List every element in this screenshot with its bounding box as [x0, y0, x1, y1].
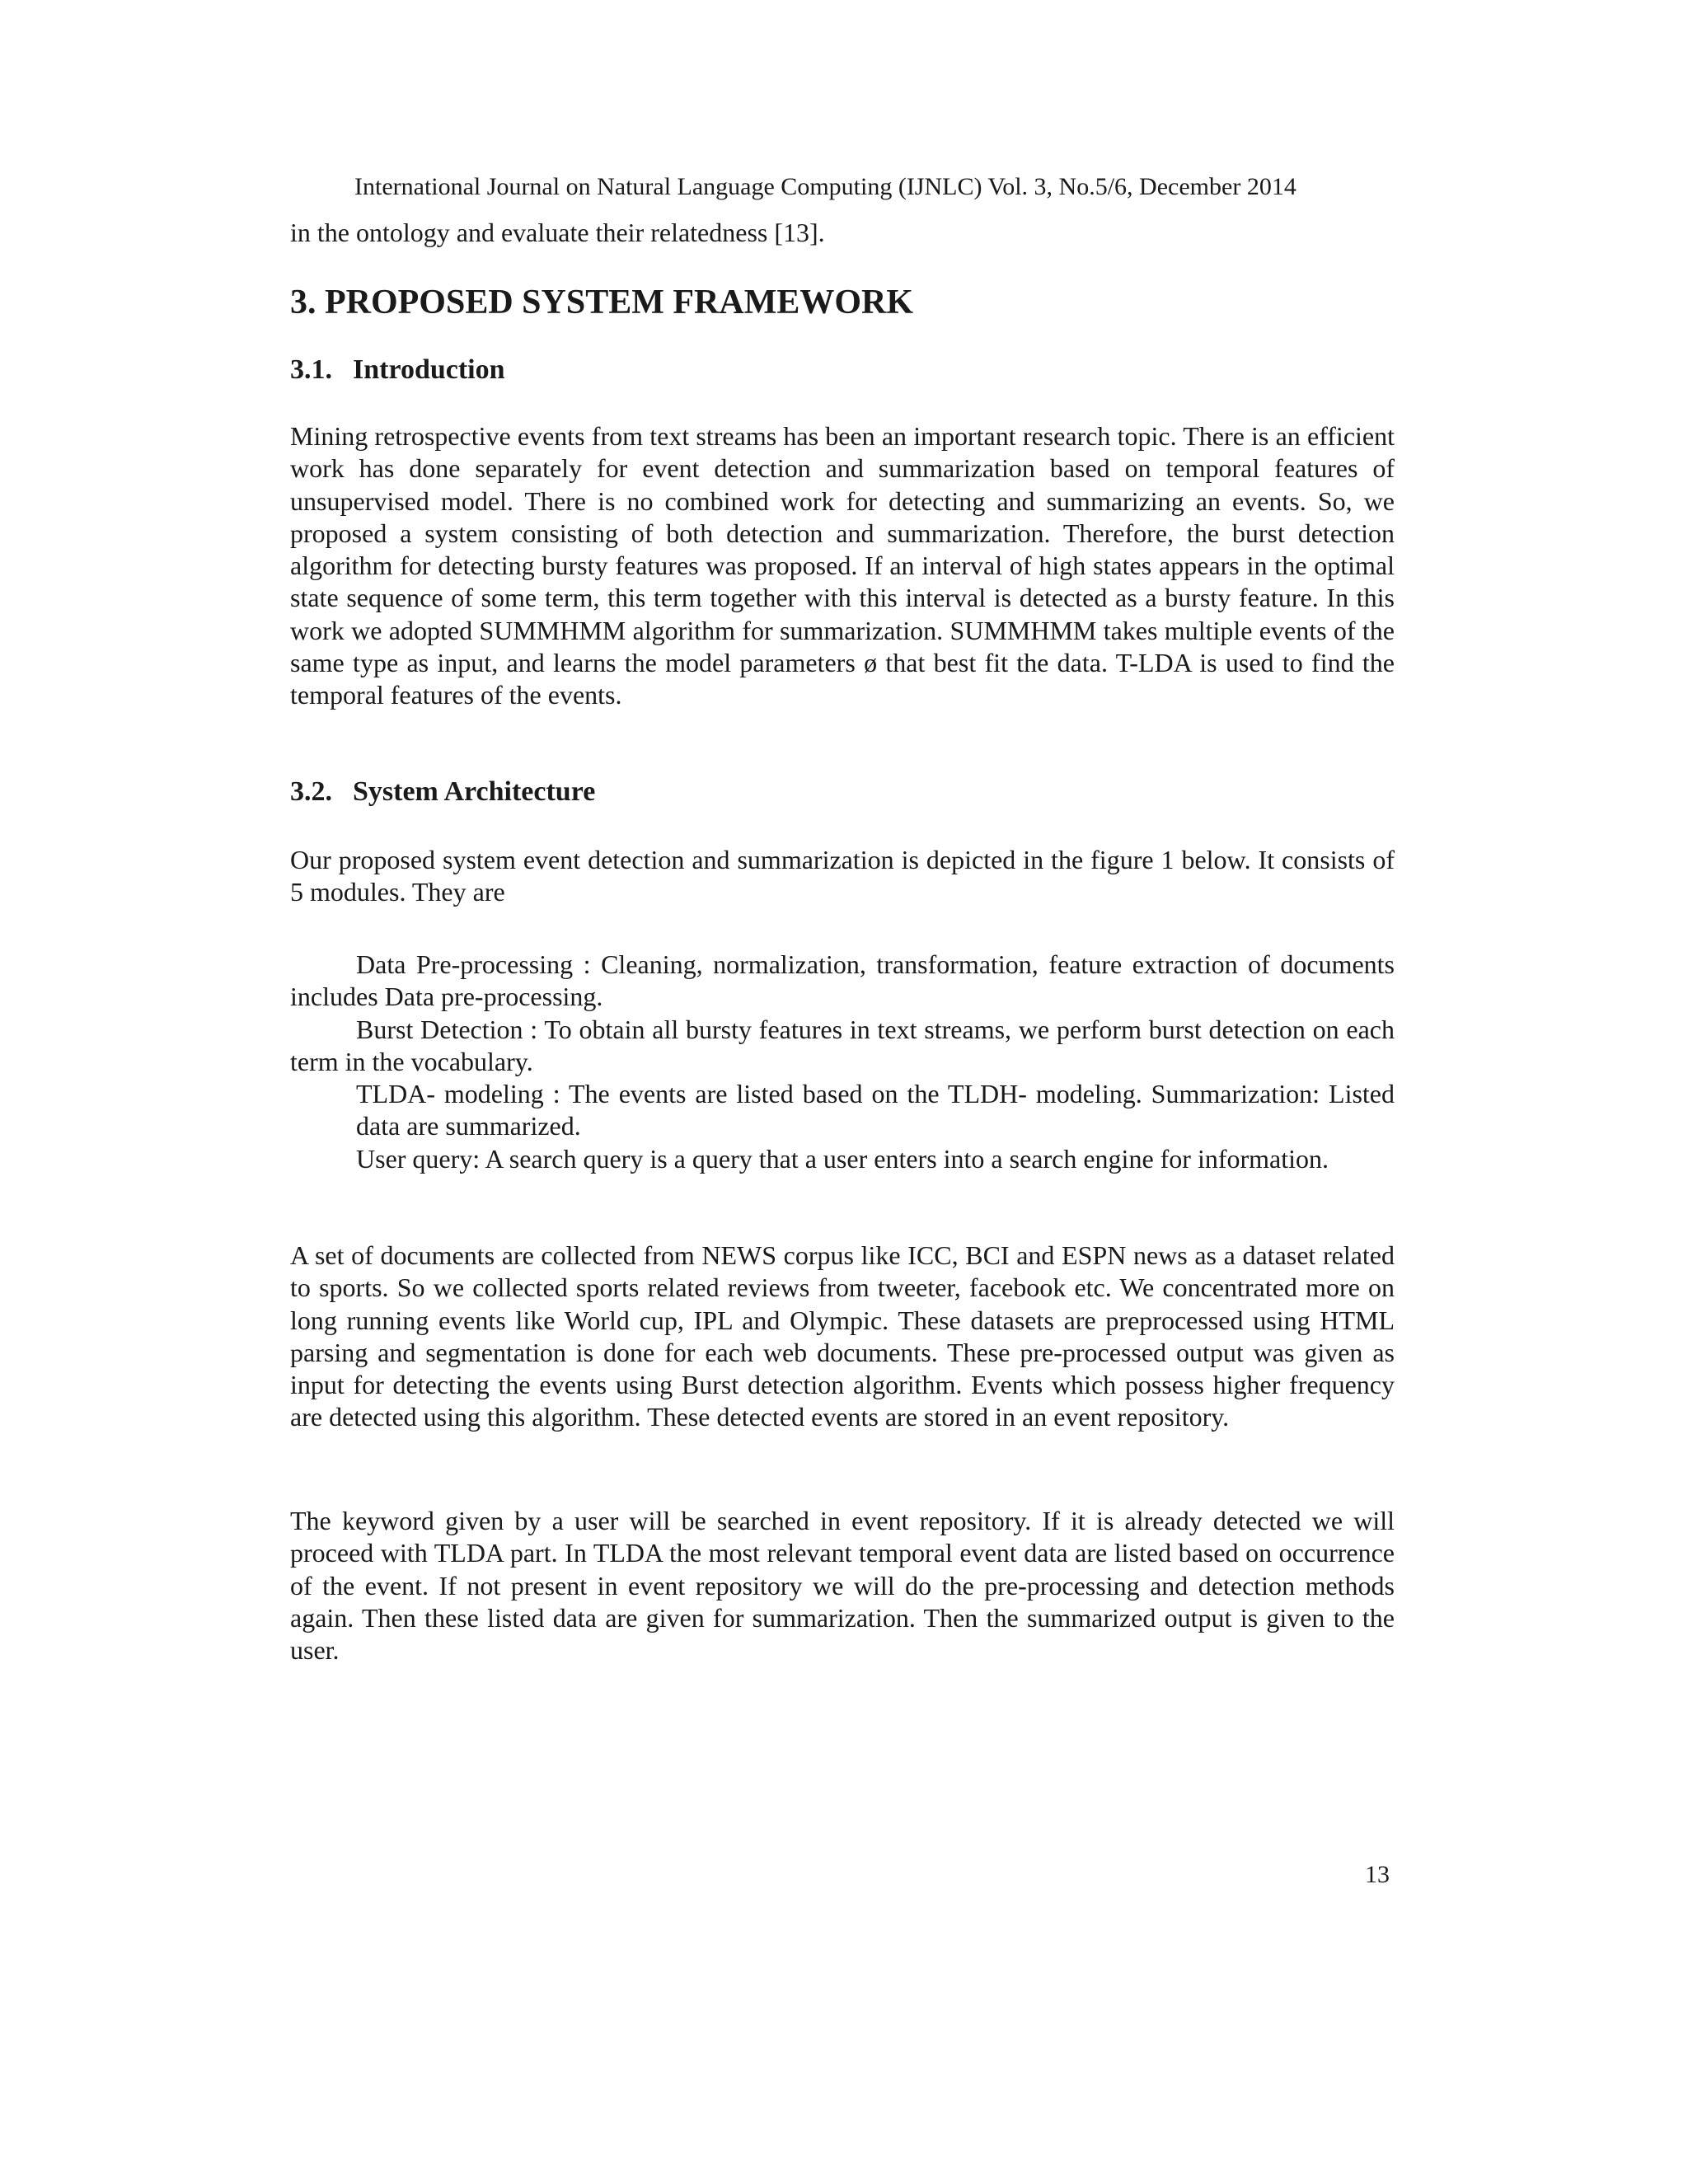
dataset-body	[290, 1240, 1395, 1434]
introduction-body	[290, 420, 1395, 712]
continuation-text	[290, 217, 1395, 249]
architecture-intro-paragraph: Our proposed system event detection and summarization is depicted in the figure 1 below. It consists of 5 modules. They are	[290, 845, 1395, 907]
keyword-paragraph: The keyword given by a user will be searched in event repository. If it is already detected we will proceed with TLDA part. In TLDA the most relevant temporal event data are listed based on occurrence of the event. If not present in event repository we will do the pre-processing and detection methods again. Then these listed data are given for summarization. Then the summarized output is given to the user.	[290, 1506, 1395, 1666]
page-number: 13	[1365, 1861, 1390, 1888]
subsection-title: System Architecture	[353, 776, 596, 807]
module-list	[290, 949, 1395, 1175]
subsection-heading-introduction	[290, 352, 505, 388]
keyword-body	[290, 1505, 1395, 1666]
architecture-intro	[290, 844, 1395, 909]
module-item-data-preprocessing: Data Pre-processing : Cleaning, normalization, transformation, feature extraction of documents includes Data pre-processing.	[290, 949, 1395, 1012]
module-item-tlda-modeling: TLDA- modeling : The events are listed based on the TLDH- modeling. Summarization: Listed data are summarized.	[356, 1079, 1395, 1141]
subsection-number: 3.2.	[290, 776, 332, 807]
continuation-line: in the ontology and evaluate their relatedness [13].	[290, 218, 825, 247]
running-header: International Journal on Natural Language Computing (IJNLC) Vol. 3, No.5/6, December 2014	[354, 173, 1296, 200]
module-item-burst-detection: Burst Detection : To obtain all bursty features in text streams, we perform burst detection on each term in the vocabulary.	[290, 1014, 1395, 1076]
subsection-number: 3.1.	[290, 354, 332, 385]
dataset-paragraph: A set of documents are collected from NEWS corpus like ICC, BCI and ESPN news as a dataset related to sports. So we collected sports related reviews from tweeter, facebook etc. We concentrated more on long running events like World cup, IPL and Olympic. These datasets are preprocessed using HTML parsing and segmentation is done for each web documents. These pre-processed output was given as input for detecting the events using Burst detection algorithm. Events which possess higher frequency are detected using this algorithm. These detected events are stored in an event repository.	[290, 1240, 1395, 1432]
subsection-heading-architecture	[290, 774, 595, 810]
section-title: 3. PROPOSED SYSTEM FRAMEWORK	[290, 284, 914, 321]
introduction-paragraph: Mining retrospective events from text streams has been an important research topic. There is an efficient work has done separately for event detection and summarization based on temporal features of unsupervised model. There is no combined work for detecting and summarizing an events. So, we proposed a system consisting of both detection and summarization. Therefore, the burst detection algorithm for detecting bursty features was proposed. If an interval of high states appears in the optimal state sequence of some term, this term together with this interval is detected as a bursty feature. In this work we adopted SUMMHMM algorithm for summarization. SUMMHMM takes multiple events of the same type as input, and learns the model parameters ø that best fit the data. T-LDA is used to find the temporal features of the events.	[290, 421, 1395, 710]
subsection-title: Introduction	[353, 354, 505, 385]
module-item-user-query: User query: A search query is a query that a user enters into a search engine for information.	[356, 1143, 1329, 1174]
